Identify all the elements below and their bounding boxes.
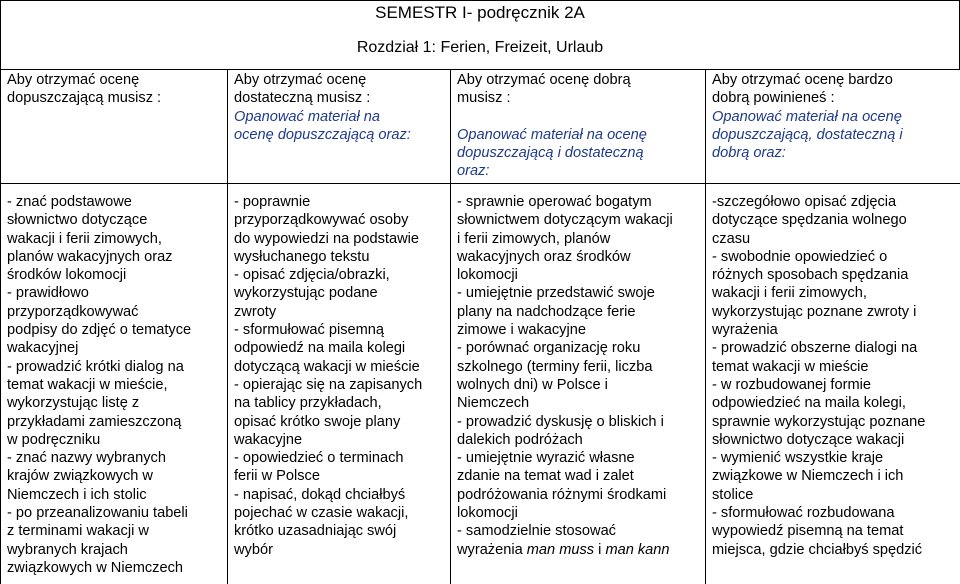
items-cell-dostateczna bbox=[228, 184, 451, 584]
requirement-item-line: planów wakacyjnych oraz bbox=[7, 248, 173, 265]
last-line-prefix: wyrażenia bbox=[457, 541, 527, 558]
requirement-item-line: - opowiedzieć o terminach bbox=[234, 450, 404, 467]
requirement-item-line: czasu bbox=[712, 230, 751, 247]
requirement-item-line: - prawidłowo bbox=[7, 285, 89, 302]
heading-line: dobrą powinieneś : bbox=[712, 90, 835, 107]
requirement-item-line: z terminami wakacji w bbox=[7, 523, 149, 540]
requirement-item-line: wakacyjnej bbox=[7, 340, 79, 357]
grading-requirements-table bbox=[0, 69, 960, 584]
items-list bbox=[234, 193, 446, 559]
items-cell-bardzo-dobra bbox=[706, 184, 960, 584]
requirement-item-line: - znać podstawowe bbox=[7, 194, 132, 210]
requirement-item-line: temat wakacji w mieście, bbox=[7, 376, 168, 393]
requirement-line: Opanować materiał na ocenę bbox=[712, 108, 902, 125]
requirement-item-line: - wymienić wszystkie kraje bbox=[712, 450, 884, 467]
requirement-item-line: opisać krótko swoje plany bbox=[234, 413, 401, 430]
requirement-item-line: podpisy do zdjęć o tematyce bbox=[7, 322, 192, 339]
requirement-item-line: różnych sposobach spędzania bbox=[712, 267, 909, 284]
items-cell-dobra bbox=[451, 184, 706, 584]
requirement-item-line: lokomocji bbox=[457, 267, 518, 284]
heading-line: musisz : bbox=[457, 90, 511, 107]
requirement-item-line: dalekich podróżach bbox=[457, 431, 583, 448]
heading-line: dostateczną musisz : bbox=[234, 90, 371, 107]
requirement-item-line: i ferii zimowych, planów bbox=[457, 230, 611, 247]
requirement-line: dopuszczającą i dostateczną bbox=[457, 145, 644, 162]
table-body-row bbox=[1, 184, 960, 584]
requirement-item-line: w podręczniku bbox=[7, 431, 101, 448]
requirement-item-line: - swobodnie opowiedzieć o bbox=[712, 248, 888, 265]
requirement-item-line: - napisać, dokąd chciałbyś bbox=[234, 486, 406, 503]
items-cell-dopuszczajaca bbox=[1, 184, 228, 584]
requirement-item-line: podróżowania różnymi środkami bbox=[457, 486, 667, 503]
requirement-item-line: temat wakacji w mieście bbox=[712, 358, 869, 375]
requirement-item-line: plany na nadchodzące ferie bbox=[457, 303, 636, 320]
requirement-item-line: na tablicy przykładach, bbox=[234, 395, 382, 412]
requirement-item-line: przykładami zamieszczoną bbox=[7, 413, 182, 430]
requirement-item-line: - po przeanalizowaniu tabeli bbox=[7, 505, 188, 522]
header-cell-dobra bbox=[451, 70, 706, 184]
requirement-item-line: dotyczącą wakacji w mieście bbox=[234, 358, 420, 375]
requirement-item-line: - opisać zdjęcia/obrazki, bbox=[234, 267, 390, 284]
requirement-item-line: wykorzystując poznane zwroty i bbox=[712, 303, 917, 320]
last-line-middle: i bbox=[594, 541, 606, 558]
requirement-item-line: pojechać w czasie wakacji, bbox=[234, 505, 409, 522]
requirement-item-line: wakacyjnych oraz środków bbox=[457, 248, 631, 265]
requirement-item-line: wykorzystując listę z bbox=[7, 395, 140, 412]
requirement-item-line: - prowadzić dyskusję o bliskich i bbox=[457, 413, 664, 430]
requirement-item-line: - porównać organizację roku bbox=[457, 340, 641, 357]
requirement-item-line: - opierając się na zapisanych bbox=[234, 376, 423, 393]
requirement-item-line: wybranych krajach bbox=[7, 541, 128, 558]
requirement-item-line: zimowe i wakacyjne bbox=[457, 322, 586, 339]
requirement-item-line: do wypowiedzi na podstawie bbox=[234, 230, 419, 247]
requirement-item-line: stolice bbox=[712, 486, 754, 503]
requirement-item-line: środków lokomocji bbox=[7, 267, 127, 284]
header-cell-dopuszczajaca bbox=[1, 70, 228, 184]
requirement-item-line: wolnych dni) w Polsce i bbox=[457, 376, 608, 393]
phrase-man-kann: man kann bbox=[605, 541, 670, 558]
requirement-line: Opanować materiał na ocenę bbox=[457, 126, 647, 143]
requirement-line: dobrą oraz: bbox=[712, 145, 786, 162]
requirement-item-line: związkowych w Niemczech bbox=[7, 559, 183, 576]
table-header-row bbox=[1, 70, 960, 184]
requirement-item-line: zdanie na temat wad i zalet bbox=[457, 468, 634, 485]
requirement-item-line: słownictwem dotyczącym wakacji bbox=[457, 212, 673, 229]
last-line-wyrazenia bbox=[457, 541, 701, 559]
requirement-item-line: zwroty bbox=[234, 303, 277, 320]
requirement-item-line: -szczegółowo opisać zdjęcia bbox=[712, 194, 897, 210]
heading-line: Aby otrzymać ocenę bardzo bbox=[712, 72, 893, 88]
requirement-item-line: słownictwo dotyczące wakacji bbox=[712, 431, 905, 448]
heading-line: Aby otrzymać ocenę dobrą bbox=[457, 72, 631, 88]
requirement-item-line: krótko uzasadniając swój bbox=[234, 523, 397, 540]
requirement-item-line: wakacyjne bbox=[234, 431, 303, 448]
requirement-item-line: szkolnego (terminy ferii, liczba bbox=[457, 358, 653, 375]
requirement-item-line: wypowiedź pisemną na temat bbox=[712, 523, 904, 540]
requirement-item-line: wybór bbox=[234, 541, 273, 558]
requirement-item-line: wykorzystując podane bbox=[234, 285, 378, 302]
requirement-item-line: - umiejętnie wyrazić własne bbox=[457, 450, 635, 467]
requirement-item-line: lokomocji bbox=[457, 505, 518, 522]
heading-line: dopuszczającą musisz : bbox=[7, 90, 162, 107]
requirement-item-line: miejsca, gdzie chciałbyś spędzić bbox=[712, 541, 923, 558]
requirement-item-line: odpowiedzieć na maila kolegi, bbox=[712, 395, 906, 412]
requirement-item-line: sprawnie wykorzystując poznane bbox=[712, 413, 926, 430]
requirement-item-line: - prowadzić obszerne dialogi na bbox=[712, 340, 918, 357]
requirement-item-line: - sformułować rozbudowana bbox=[712, 505, 895, 522]
document-header bbox=[0, 0, 960, 69]
requirement-item-line: przyporządkowywać osoby bbox=[234, 212, 409, 229]
requirement-item-line: przyporządkowywać bbox=[7, 303, 139, 320]
requirement-item-line: Niemczech bbox=[457, 395, 530, 412]
requirement-line: ocenę dopuszczającą oraz: bbox=[234, 126, 411, 143]
document-title: SEMESTR I- podręcznik 2A bbox=[375, 3, 585, 22]
header-cell-bardzo-dobra bbox=[706, 70, 960, 184]
requirement-item-line: - poprawnie bbox=[234, 194, 311, 210]
requirement-item-line: słownictwo dotyczące bbox=[7, 212, 148, 229]
requirement-item-line: odpowiedź na maila kolegi bbox=[234, 340, 406, 357]
requirement-item-line: wakacji i ferii zimowych, bbox=[712, 285, 867, 302]
requirement-item-line: - umiejętnie przedstawić swoje bbox=[457, 285, 655, 302]
requirement-item-line: dotyczące spędzania wolnego bbox=[712, 212, 907, 229]
spacer-line bbox=[457, 108, 701, 126]
heading-line: Aby otrzymać ocenę bbox=[234, 72, 367, 88]
requirement-item-line: wakacji i ferii zimowych, bbox=[7, 230, 162, 247]
items-list bbox=[457, 193, 701, 541]
items-list bbox=[7, 193, 223, 577]
requirement-item-line: - samodzielnie stosować bbox=[457, 523, 616, 540]
requirement-item-line: ferii w Polsce bbox=[234, 468, 320, 485]
requirement-item-line: wysłuchanego tekstu bbox=[234, 248, 370, 265]
header-cell-dostateczna bbox=[228, 70, 451, 184]
requirement-item-line: - w rozbudowanej formie bbox=[712, 376, 871, 393]
requirement-line: oraz: bbox=[457, 163, 490, 180]
requirement-line: Opanować materiał na bbox=[234, 108, 381, 125]
requirement-item-line: - sformułować pisemną bbox=[234, 322, 385, 339]
phrase-man-muss: man muss bbox=[526, 541, 595, 558]
requirement-line: dopuszczającą, dostateczną i bbox=[712, 126, 903, 143]
requirement-item-line: krajów związkowych w bbox=[7, 468, 153, 485]
chapter-subtitle: Rozdział 1: Ferien, Freizeit, Urlaub bbox=[356, 39, 604, 56]
requirement-item-line: - znać nazwy wybranych bbox=[7, 450, 166, 467]
items-list bbox=[712, 193, 956, 559]
heading-line: Aby otrzymać ocenę bbox=[7, 72, 140, 88]
requirement-item-line: - prowadzić krótki dialog na bbox=[7, 358, 184, 375]
requirement-item-line: Niemczech i ich stolic bbox=[7, 486, 147, 503]
requirement-item-line: wyrażenia bbox=[712, 322, 778, 339]
requirement-item-line: - sprawnie operować bogatym bbox=[457, 194, 652, 210]
requirement-item-line: związkowe w Niemczech i ich bbox=[712, 468, 904, 485]
